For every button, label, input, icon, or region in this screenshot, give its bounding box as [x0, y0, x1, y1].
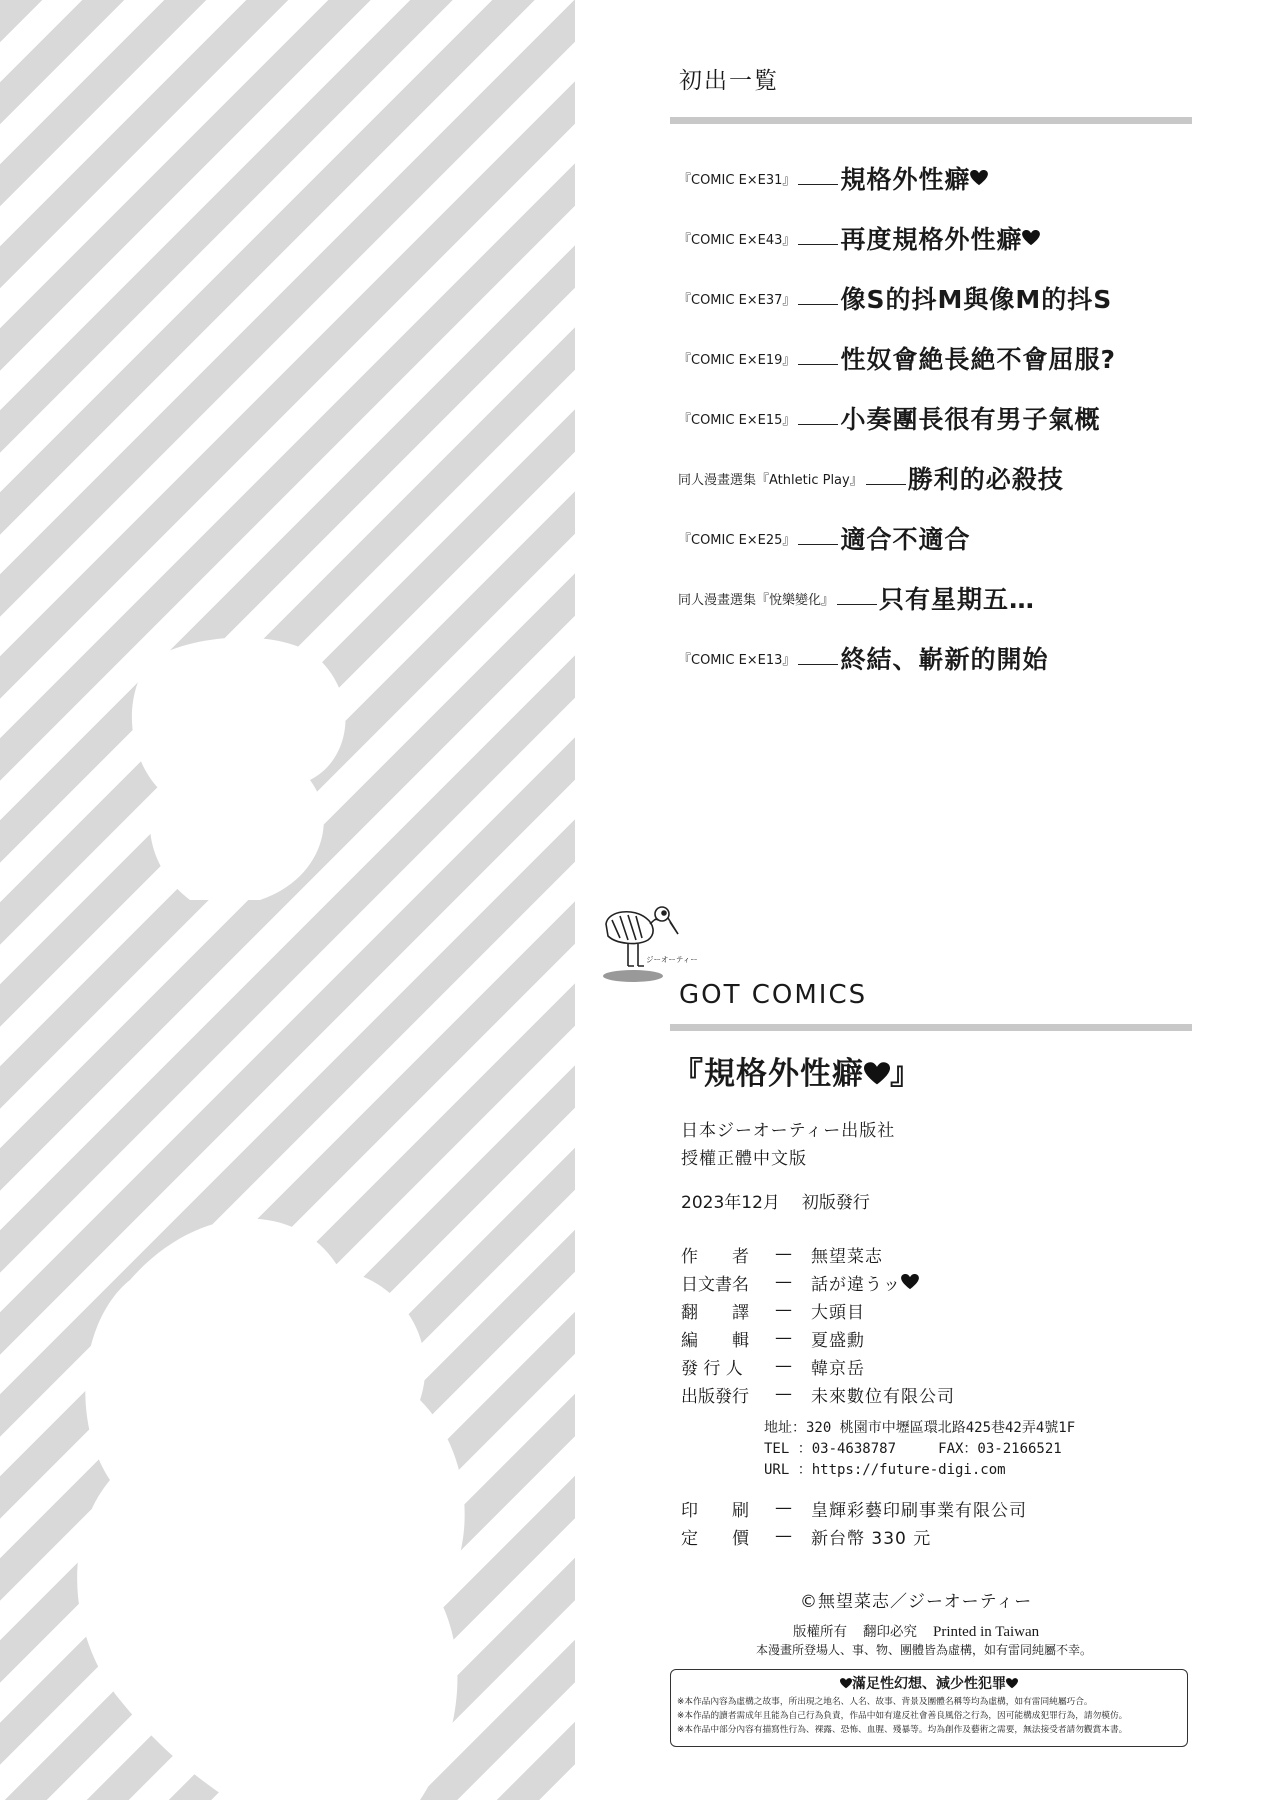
phone-line: TEL ：03-4638787 FAX：03-2166521: [764, 1441, 1062, 1457]
leader-line: [798, 544, 838, 545]
publication-title: 規格外性癖: [840, 165, 971, 194]
leader-line: [798, 364, 838, 365]
copyright: ©無望菜志／ジーオーティー: [800, 1592, 1033, 1612]
publication-row: [678, 508, 1198, 568]
credit-value: 夏盛勳: [811, 1330, 865, 1351]
credit-key: 翻 譯: [681, 1302, 749, 1323]
heart-icon: [1022, 230, 1040, 246]
rights-line: 版權所有 翻印必究 Printed in Taiwan: [793, 1624, 1040, 1640]
heart-icon: [840, 1678, 852, 1689]
leader-line: [798, 184, 838, 185]
credit-row: [681, 1268, 955, 1296]
publication-row: [678, 148, 1198, 208]
publication-title: 小奏團長很有男子氣概: [840, 405, 1101, 434]
publication-row: [678, 328, 1198, 388]
credit-value: 話が違うッ: [811, 1274, 901, 1295]
dash: —: [775, 1384, 792, 1404]
credit-value: 無望菜志: [811, 1246, 883, 1267]
notice-line: ※本作品的讀者需成年且能為自己行為負責，作品中如有違反社會善良風俗之行為，因可能構成犯罪行為，請勿模仿。: [677, 1711, 1128, 1721]
imprint-label: GOT COMICS: [679, 980, 868, 1010]
printing-credits: [681, 1494, 1027, 1550]
publication-title: 只有星期五…: [879, 585, 1036, 614]
credit-key: 作 者: [681, 1246, 749, 1267]
publication-source: 『COMIC E×E37』: [678, 292, 796, 308]
publication-row: [678, 568, 1198, 628]
credit-row: [681, 1522, 1027, 1550]
heart-icon: [1006, 1678, 1018, 1689]
leader-line: [837, 604, 877, 605]
credit-row: [681, 1352, 955, 1380]
publisher-name: 日本ジーオーティー出版社: [681, 1121, 896, 1141]
publication-title: 再度規格外性癖: [840, 225, 1023, 254]
address-line: 地址：320 桃園市中壢區環北路425巷42弄4號1F: [764, 1420, 1076, 1436]
publication-source: 『COMIC E×E31』: [678, 172, 796, 188]
publication-source: 『COMIC E×E25』: [678, 532, 796, 548]
publisher-contact: [764, 1418, 1075, 1481]
leader-line: [798, 664, 838, 665]
credit-key: 編 輯: [681, 1330, 749, 1351]
heart-icon: [901, 1274, 919, 1290]
notice-line: ※本作品內容為虛構之故事，所出現之地名、人名、故事、背景及團體名稱等均為虛構，如有雷同純屬巧合。: [677, 1697, 1093, 1707]
notice-line: ※本作品中部分內容有描寫性行為、裸露、恐怖、血腥、殘暴等。均為創作及藝術之需要，無法接受者請勿觀賞本書。: [677, 1725, 1128, 1735]
credit-row: [681, 1380, 955, 1408]
credit-key: 印 刷: [681, 1500, 749, 1521]
leader-line: [866, 484, 906, 485]
url-line: URL ：https://future-digi.com: [764, 1462, 1006, 1478]
publication-row: [678, 388, 1198, 448]
credit-value: 大頭目: [811, 1302, 865, 1323]
credit-key: 出版發行: [681, 1386, 749, 1407]
credit-key: 發 行 人: [681, 1358, 743, 1379]
publication-list: [678, 148, 1198, 688]
credit-value: 韓京岳: [811, 1358, 865, 1379]
leader-line: [798, 304, 838, 305]
book-title: 『規格外性癖 』: [672, 1056, 922, 1092]
heart-icon: [970, 170, 988, 186]
mascot-label: ジーオーティー: [646, 955, 698, 964]
publication-row: [678, 448, 1198, 508]
dash: —: [775, 1300, 792, 1320]
credit-key: 日文書名: [681, 1274, 749, 1295]
divider: [670, 117, 1192, 124]
dash: —: [775, 1356, 792, 1376]
leader-line: [798, 244, 838, 245]
publication-row: [678, 628, 1198, 688]
reader-notice-box: [670, 1669, 1188, 1747]
publish-date: 2023年12月 初版發行: [681, 1193, 870, 1213]
bird-mascot-logo: [598, 888, 698, 988]
credit-value: 未來數位有限公司: [811, 1386, 955, 1407]
character-silhouette: [0, 0, 575, 1800]
credit-value: 新台幣 330 元: [811, 1528, 932, 1549]
publication-source: 同人漫畫選集『Athletic Play』: [678, 472, 863, 488]
leader-line: [798, 424, 838, 425]
dash: —: [775, 1244, 792, 1264]
credit-row: [681, 1324, 955, 1352]
publication-title: 勝利的必殺技: [907, 465, 1064, 494]
credit-value: 皇輝彩藝印刷事業有限公司: [811, 1500, 1027, 1521]
publication-source: 『COMIC E×E19』: [678, 352, 796, 368]
disclaimer: 本漫畫所登場人、事、物、團體皆為虛構，如有雷同純屬不幸。: [756, 1643, 1093, 1657]
credit-key: 定 價: [681, 1528, 749, 1549]
dash: —: [775, 1272, 792, 1292]
publication-title: 像S的抖M與像M的抖S: [840, 285, 1113, 314]
publication-row: [678, 268, 1198, 328]
credit-row: [681, 1494, 1027, 1522]
edition-type: 授權正體中文版: [681, 1149, 807, 1169]
publication-title: 性奴會絶長絶不會屈服?: [840, 345, 1116, 374]
notice-heading: 滿足性幻想、減少性犯罪: [677, 1673, 1181, 1693]
publication-source: 『COMIC E×E43』: [678, 232, 796, 248]
publication-title: 終結、嶄新的開始: [840, 645, 1049, 674]
book-title-text: 規格外性癖: [704, 1056, 864, 1092]
heart-icon: [864, 1062, 890, 1086]
publication-source: 『COMIC E×E15』: [678, 412, 796, 428]
section-heading: 初出一覧: [679, 68, 779, 94]
credits-list: [681, 1240, 955, 1408]
credit-row: [681, 1240, 955, 1268]
dash: —: [775, 1328, 792, 1348]
divider: [670, 1024, 1192, 1031]
dash: —: [775, 1526, 792, 1546]
credit-row: [681, 1296, 955, 1324]
publication-row: [678, 208, 1198, 268]
publication-title: 適合不適合: [840, 525, 971, 554]
publication-source: 『COMIC E×E13』: [678, 652, 796, 668]
dash: —: [775, 1498, 792, 1518]
publication-source: 同人漫畫選集『悅樂變化』: [678, 592, 835, 608]
